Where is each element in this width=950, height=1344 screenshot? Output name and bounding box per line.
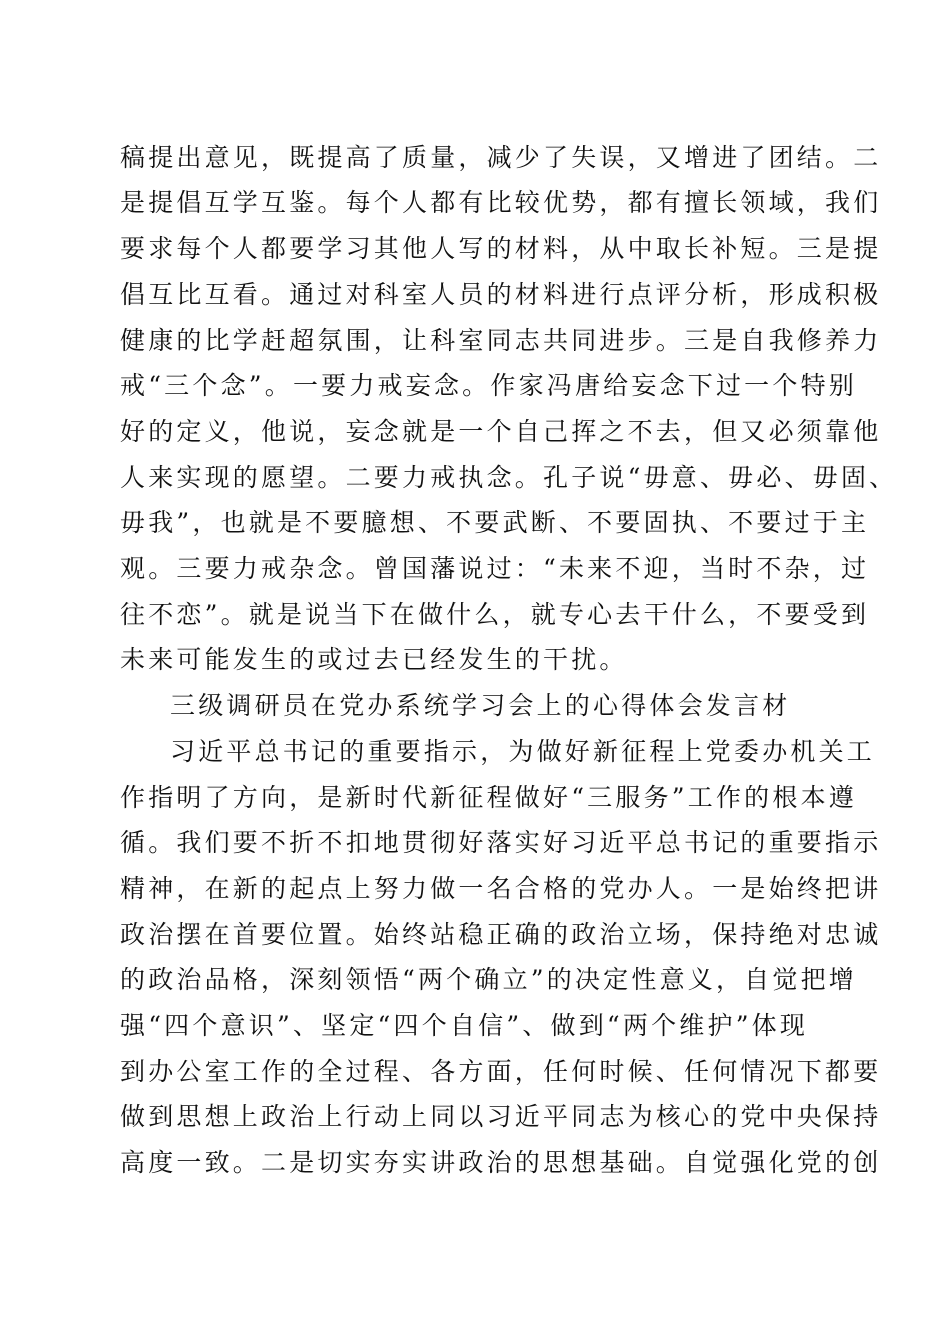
- text-line: 戒“三个念”。一要力戒妄念。作家冯唐给妄念下过一个特别: [120, 371, 857, 400]
- text-line: 稿提出意见，既提高了质量，减少了失误，又增进了团结。二: [120, 143, 882, 172]
- text-line: 观。三要力戒杂念。曾国藩说过：“未来不迎，当时不杂，过: [120, 554, 870, 583]
- text-line: 到办公室工作的全过程、各方面，任何时候、任何情况下都要: [120, 1057, 882, 1086]
- text-line: 未来可能发生的或过去已经发生的干扰。: [120, 645, 628, 674]
- text-line: 作指明了方向，是新时代新征程做好“三服务”工作的根本遵: [120, 783, 857, 812]
- text-line: 的政治品格，深刻领悟“两个确立”的决定性意义，自觉把增: [120, 965, 857, 994]
- text-line: 倡互比互看。通过对科室人员的材料进行点评分析，形成积极: [120, 280, 882, 309]
- text-line: 往不恋”。就是说当下在做什么，就专心去干什么，不要受到: [120, 600, 870, 629]
- text-line: 循。我们要不折不扣地贯彻好落实好习近平总书记的重要指示: [120, 828, 882, 857]
- text-line: 要求每个人都要学习其他人写的材料，从中取长补短。三是提: [120, 234, 882, 263]
- text-line: 习近平总书记的重要指示，为做好新征程上党委办机关工: [170, 737, 876, 766]
- text-line: 强“四个意识”、坚定“四个自信”、做到“两个维护”体现: [120, 1011, 809, 1040]
- text-line: 精神，在新的起点上努力做一名合格的党办人。一是始终把讲: [120, 874, 882, 903]
- text-line: 毋我”，也就是不要臆想、不要武断、不要固执、不要过于主: [120, 508, 870, 537]
- text-line: 做到思想上政治上行动上同以习近平同志为核心的党中央保持: [120, 1102, 882, 1131]
- text-line: 健康的比学赶超氛围，让科室同志共同进步。三是自我修养力: [120, 326, 882, 355]
- section-heading: 三级调研员在党办系统学习会上的心得体会发言材: [170, 691, 791, 720]
- text-line: 好的定义，他说，妄念就是一个自己挥之不去，但又必须靠他: [120, 417, 882, 446]
- text-line: 政治摆在首要位置。始终站稳正确的政治立场，保持绝对忠诚: [120, 920, 882, 949]
- text-line: 人来实现的愿望。二要力戒执念。孔子说“毋意、毋必、毋固、: [120, 463, 898, 492]
- text-line: 高度一致。二是切实夯实讲政治的思想基础。自觉强化党的创: [120, 1148, 882, 1177]
- text-line: 是提倡互学互鉴。每个人都有比较优势，都有擅长领域，我们: [120, 188, 882, 217]
